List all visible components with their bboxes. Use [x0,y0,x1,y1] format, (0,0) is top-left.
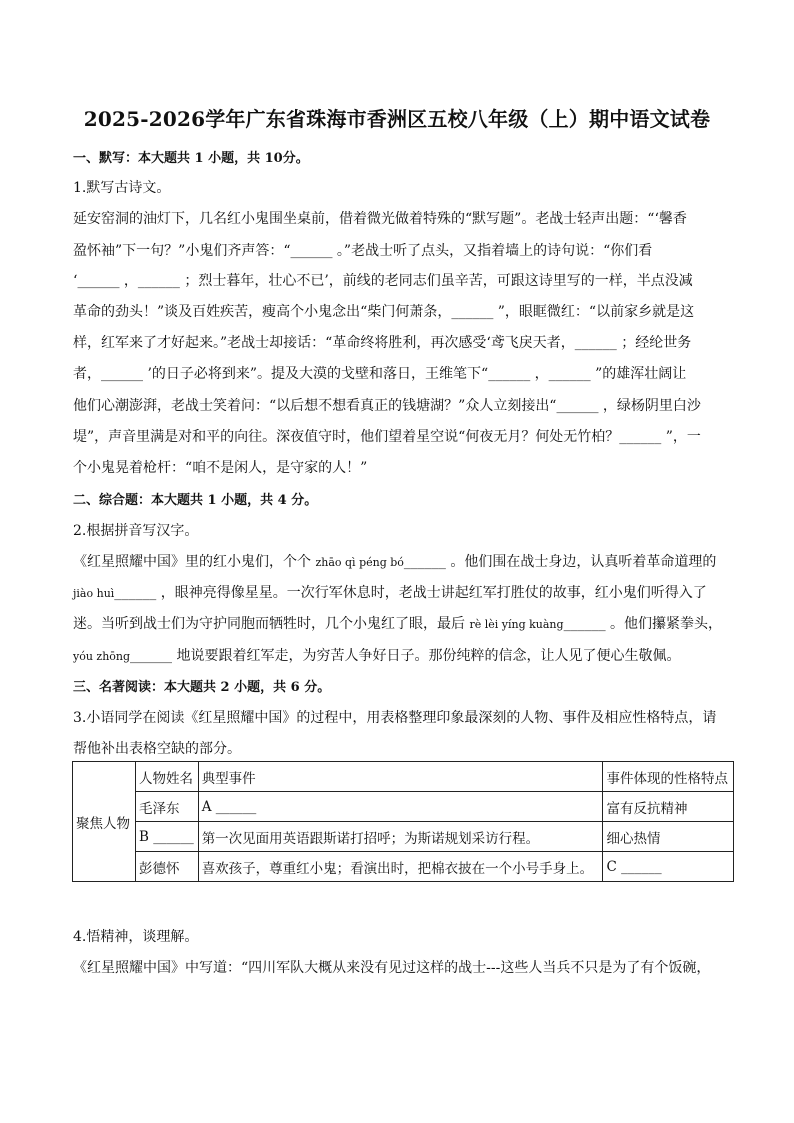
pinyin-blank: jiào huì [73,587,115,600]
header-cell: 事件体现的性格特点 [603,762,734,792]
q2-text: ______ 地说要跟着红军走，为穷苦人争好日子。那份纯粹的信念，让人见了便心生敬佩。 [130,648,681,664]
q1-line: 样，红军来了才好起来。”老战士却接话：“革命终将胜利，再次感受‘鸢飞戾天者，______ ；经纶世务 [73,335,692,351]
table-cell: B ______ [136,822,199,852]
q1-line: 他们心潮澎湃，老战士笑着问：“以后想不想看真正的钱塘湖？”众人立刻接出“______ ，绿杨阴里白沙 [73,398,701,414]
table-row [73,792,734,822]
character-table [72,761,734,882]
q1-line: 延安窑洞的油灯下，几名红小鬼围坐桌前，借着微光做着特殊的“默写题”。老战士轻声出题：“‘馨香 [73,211,687,227]
table-header-row [73,762,734,792]
q1-line: 盈怀袖”下一句？”小鬼们齐声答：“______ 。”老战士听了点头，又指着墙上的诗句说：“你们看 [73,243,653,259]
q1-heading: 1.默写古诗文。 [73,180,171,196]
table-cell: 细心热情 [603,822,734,852]
pinyin-blank: zhāo qì péng bó [315,556,404,569]
q2-text: 《红星照耀中国》里的红小鬼们，个个 [73,554,316,570]
table-row [73,822,734,852]
table-cell: 喜欢孩子，尊重红小鬼；看演出时，把棉衣披在一个小号手身上。 [198,852,603,882]
q3-heading-cont: 帮他补出表格空缺的部分。 [73,741,241,757]
q2-text: 迷。当听到战士们为守护同胞而牺牲时，几个小鬼红了眼，最后 [73,616,470,632]
exam-title: 2025-2026学年广东省珠海市香洲区五校八年级（上）期中语文试卷 [83,107,711,131]
q1-line: 个小鬼晃着枪杆：“咱不是闲人，是守家的人！” [73,460,368,476]
section-2-heading: 二、综合题：本大题共 1 小题，共 4 分。 [73,493,318,508]
table-cell: C ______ [603,852,734,882]
table-cell: 彭德怀 [136,852,199,882]
q4-heading: 4.悟精神，谈理解。 [73,929,199,945]
q3-heading: 3.小语同学在阅读《红星照耀中国》的过程中，用表格整理印象最深刻的人物、事件及相应性格特点，请 [73,710,717,726]
table-cell: 第一次见面用英语跟斯诺打招呼；为斯诺规划采访行程。 [198,822,603,852]
focus-label-cell: 聚焦人物 [73,762,136,882]
q1-line: 革命的劲头！”谈及百姓疾苦，瘦高个小鬼念出“柴门何萧条，______ ”，眼眶微红：“以前家乡就是这 [73,304,695,320]
table-cell: 富有反抗精神 [603,792,734,822]
q4-line: 《红星照耀中国》中写道：“四川军队大概从来没有见过这样的战士---这些人当兵不只是为了有个饭碗， [73,960,711,976]
q2-heading: 2.根据拼音写汉字。 [73,523,199,539]
pinyin-blank: rè lèi yíng kuàng [469,618,564,631]
table-row [73,852,734,882]
q2-line-4 [73,645,681,665]
pinyin-blank: yóu zhōng [73,650,131,663]
q2-text: ______ 。他们围在战士身边，认真听着革命道理的 [403,554,717,570]
q2-text: ______ ，眼神亮得像星星。一次行军休息时，老战士讲起红军打胜仗的故事，红小鬼们听得入了 [114,585,707,601]
q1-line: 者，______ ’的日子必将到来”。提及大漠的戈壁和落日，王维笔下“______ ，______ ”的雄浑壮阔让 [73,366,687,382]
table-cell: 毛泽东 [136,792,199,822]
q1-line: ‘______ ，______ ；烈士暮年，壮心不已’，前线的老同志们虽辛苦，可跟这诗里写的一样，半点没减 [73,273,693,289]
q2-line-2 [73,582,707,602]
header-cell: 典型事件 [198,762,603,792]
q1-line: 堤”，声音里满是对和平的向往。深夜值守时，他们望着星空说“何夜无月？何处无竹柏？______ ”，一 [73,429,701,445]
header-cell: 人物姓名 [136,762,199,792]
table-cell: A ______ [198,792,603,822]
q2-text: ______ 。他们攥紧拳头， [563,616,723,632]
q2-line-3 [73,613,722,633]
q2-line-1 [73,551,716,571]
section-3-heading: 三、名著阅读：本大题共 2 小题，共 6 分。 [73,680,331,695]
section-1-heading: 一、默写：本大题共 1 小题，共 10分。 [73,151,309,166]
